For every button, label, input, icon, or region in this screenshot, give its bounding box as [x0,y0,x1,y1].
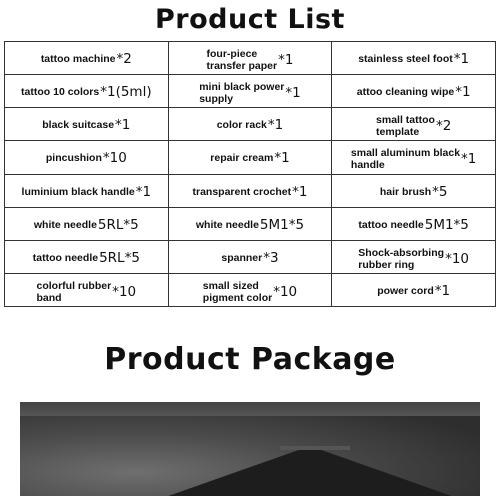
product-quantity: *1 [461,151,477,168]
product-quantity: *1 [453,51,470,68]
table-row [5,207,496,240]
product-package-photo [20,402,480,496]
product-quantity: *1 [434,282,451,299]
product-entry [46,150,127,166]
product-name: color rack [216,119,267,132]
product-cell [332,174,496,207]
product-cell [332,42,496,75]
product-cell [332,75,496,108]
product-name: spanner [221,251,263,264]
product-entry [207,48,294,72]
product-entry [377,283,450,299]
product-name: white needle [33,218,97,231]
product-quantity: 5M1*5 [259,216,305,233]
product-cell [5,108,169,141]
product-entry [357,84,471,100]
product-entry [358,217,469,233]
product-name: repair cream [210,152,274,165]
product-cell [168,141,332,174]
product-cell [332,240,496,273]
product-name: tattoo needle [358,218,424,231]
product-entry [358,51,469,67]
product-name: small tattoo template [376,114,435,139]
product-quantity: *3 [263,249,279,266]
product-cell [168,174,332,207]
product-name: transparent crochet [192,185,292,198]
product-entry [210,150,289,166]
product-name: white needle [195,218,259,231]
product-entry [37,280,137,304]
product-cell [5,174,169,207]
product-name: black suitcase [42,119,115,132]
product-quantity: *2 [435,118,452,135]
product-cell [332,108,496,141]
table-row [5,75,496,108]
product-entry [203,280,297,304]
product-table [4,41,496,307]
product-cell [332,141,496,174]
product-quantity: 5RL*5 [99,249,140,266]
product-cell [168,240,332,273]
product-cell [168,42,332,75]
product-name: luminium black handle [21,185,135,198]
product-name: attoo cleaning wipe [356,86,455,99]
product-name: power cord [377,284,434,297]
package-title: Product Package [104,342,396,377]
suitcase-shape [140,446,480,496]
product-name: colorful rubber band [36,279,112,304]
product-entry [358,247,469,271]
product-entry [376,114,451,138]
table-row [5,108,496,141]
photo-top-edge [20,402,480,416]
product-cell [5,75,169,108]
product-quantity: 5M1*5 [424,216,469,233]
product-name: four-piece transfer paper [206,48,278,73]
product-entry [351,147,476,171]
product-entry [217,117,284,133]
product-quantity: *1(5ml) [100,84,152,101]
product-quantity: *1 [115,117,131,134]
product-quantity: *1 [274,150,290,167]
product-cell [168,207,332,240]
product-quantity: *1 [285,85,301,102]
product-entry [380,184,448,200]
table-row [5,42,496,75]
product-cell [332,273,496,306]
product-quantity: *10 [102,150,127,167]
product-cell [168,75,332,108]
product-quantity: *10 [273,283,298,300]
table-row [5,141,496,174]
product-name: small aluminum black handle [350,147,461,172]
product-cell [5,240,169,273]
product-quantity: 5RL*5 [97,216,139,233]
product-name: pincushion [45,152,102,165]
product-entry [42,117,130,133]
product-quantity: *1 [278,52,294,69]
product-entry [22,184,152,200]
product-entry [33,250,140,266]
product-entry [41,51,132,67]
table-row [5,174,496,207]
product-entry [34,217,139,233]
product-quantity: *1 [267,117,284,134]
product-entry [221,250,278,266]
product-entry [21,84,152,100]
table-row [5,273,496,306]
product-cell [168,108,332,141]
product-name: tattoo machine [40,53,116,66]
product-name: hair brush [379,185,432,198]
product-name: small sized pigment color [202,279,273,304]
product-quantity: *2 [116,51,132,68]
product-name: mini black power supply [199,81,285,106]
table-row [5,240,496,273]
product-cell [168,273,332,306]
product-quantity: *5 [432,183,448,200]
page-title: Product List [155,4,345,35]
product-quantity: *1 [455,84,471,101]
product-cell [5,273,169,306]
product-entry [199,81,301,105]
product-quantity: *10 [112,283,137,300]
product-entry [196,217,304,233]
product-cell [5,141,169,174]
product-entry [193,184,308,200]
product-quantity: *1 [292,183,308,200]
product-cell [5,207,169,240]
product-quantity: *1 [135,183,152,200]
product-name: tattoo 10 colors [21,86,100,99]
suitcase-highlight [280,446,350,450]
product-quantity: *10 [445,250,469,267]
product-cell [332,207,496,240]
product-cell [5,42,169,75]
product-name: stainless steel foot [358,53,453,66]
product-name: Shock-absorbing rubber ring [358,246,445,271]
product-name: tattoo needle [32,251,99,264]
